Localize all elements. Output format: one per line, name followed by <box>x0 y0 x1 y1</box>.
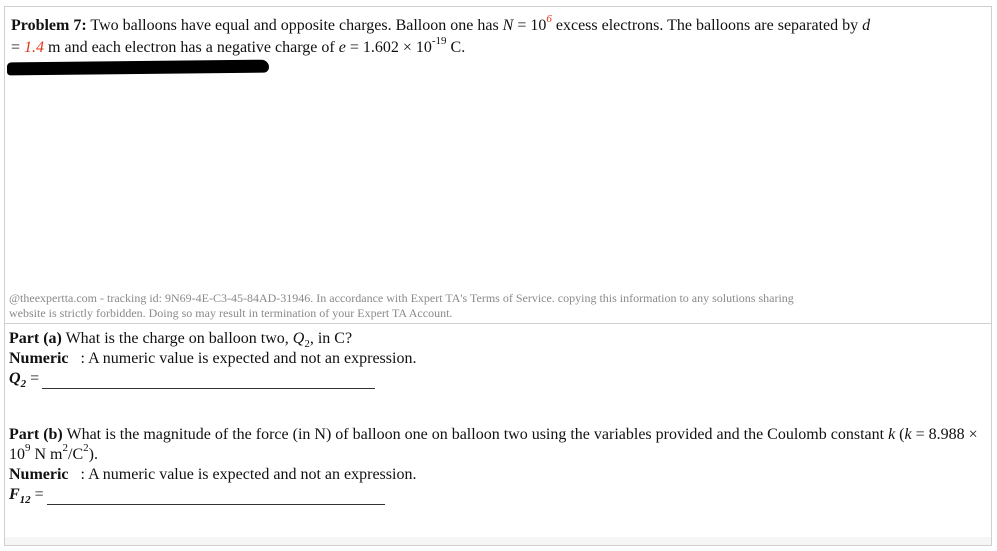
part-a-answer-input[interactable] <box>42 374 375 389</box>
variable-n-exponent: 6 <box>546 12 552 25</box>
part-a-question: Part (a) What is the charge on balloon two, $Q_2$, in C? <box>9 330 353 351</box>
part-a <box>9 329 984 389</box>
part-b <box>9 425 984 505</box>
variable-d-value: 1.4 <box>24 39 45 56</box>
part-b-answer-label: $F_{12}$ = <box>9 486 44 507</box>
part-b-answer-row <box>9 485 984 505</box>
bottom-strip <box>5 537 991 545</box>
tracking-watermark: @theexpertta.com - tracking id: 9N69-4E-C3-45-84AD-31946. In accordance with Expert TA's Terms of Service. copying this information to any solutions sharing website is strictly forbidden. Doing so may result in termination of your Expert TA Account. <box>9 291 794 320</box>
problem-label: Problem 7: <box>11 17 87 34</box>
part-b-question: Part (b) What is the magnitude of the force (in N) of balloon one on balloon two using the variables provided and the Coulomb constant k (k = 8.988 × $10^9$ N $m^2/C^2$). <box>9 426 978 463</box>
part-a-answer-label: $Q_2$ = <box>9 370 40 391</box>
part-b-numeric-hint: Numeric : A numeric value is expected and not an expression. <box>9 466 417 483</box>
problem-statement: Problem 7: Two balloons have equal and opposite charges. Balloon one has $N = 10^6$ excess electrons. The balloons are separated by d = 1.4 m and each electron has a negative charge of $e = 1.602 \times 10^{-19}$ C. <box>11 12 871 56</box>
part-a-numeric-hint: Numeric : A numeric value is expected and not an expression. <box>9 350 417 367</box>
problem-frame <box>4 6 992 546</box>
redaction-scribble <box>7 60 269 76</box>
part-a-answer-row <box>9 369 984 389</box>
section-divider <box>5 323 991 324</box>
part-b-answer-input[interactable] <box>47 490 385 505</box>
